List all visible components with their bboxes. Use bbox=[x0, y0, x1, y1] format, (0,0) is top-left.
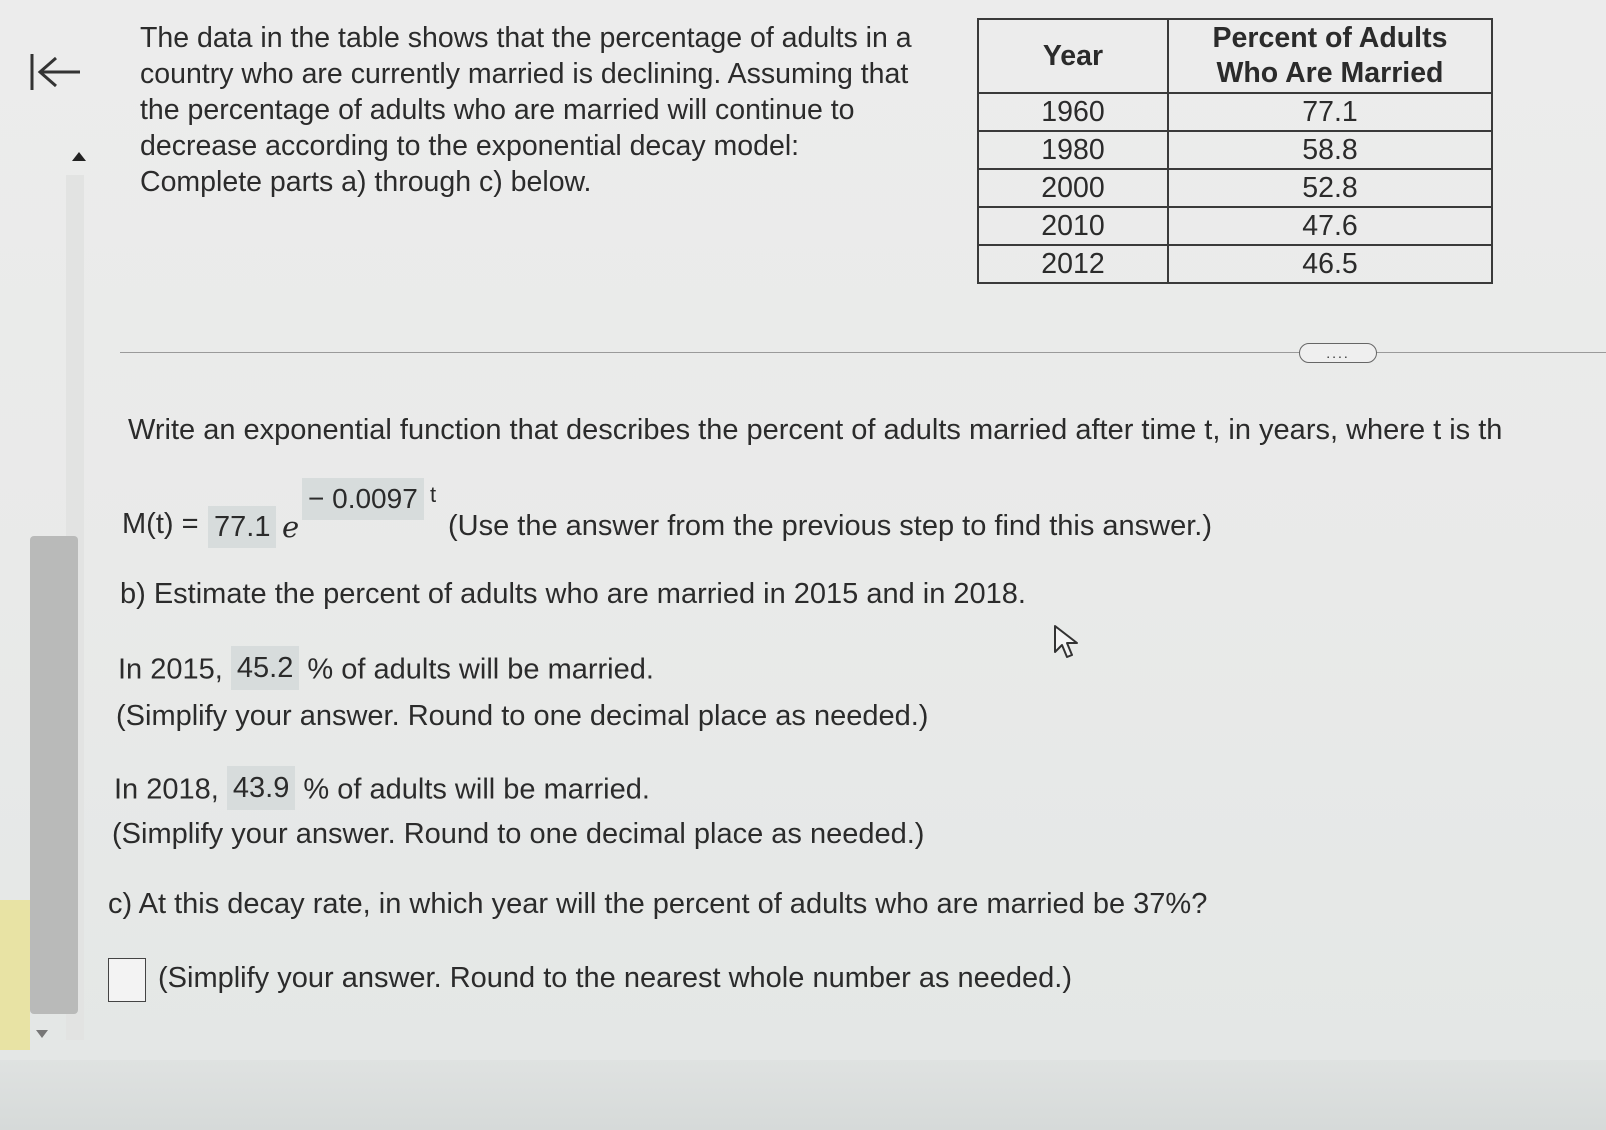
answer-2018-suffix: % of adults will be married. bbox=[303, 773, 650, 806]
base-e: e bbox=[282, 510, 300, 544]
cell-year: 1960 bbox=[978, 93, 1168, 131]
mouse-pointer-icon bbox=[1052, 624, 1082, 660]
table-row bbox=[978, 93, 1492, 131]
intro-line: decrease according to the exponential decay model: bbox=[140, 130, 800, 162]
exponent-answer-box[interactable]: − 0.0097 bbox=[302, 478, 424, 520]
answer-2015-hint: (Simplify your answer. Round to one decimal place as needed.) bbox=[116, 700, 929, 732]
bottom-bezel bbox=[0, 1060, 1606, 1130]
intro-line: country who are currently married is declining. Assuming that bbox=[140, 58, 909, 90]
back-to-start-icon[interactable] bbox=[28, 48, 84, 96]
cell-year: 2000 bbox=[978, 169, 1168, 207]
cell-percent: 52.8 bbox=[1168, 169, 1492, 207]
part-c-prompt: c) At this decay rate, in which year will the percent of adults who are married be 37%? bbox=[108, 888, 1208, 920]
year-answer-input[interactable] bbox=[108, 958, 146, 1002]
intro-text bbox=[140, 20, 970, 200]
intro-line: Complete parts a) through c) below. bbox=[140, 166, 592, 198]
answer-2015-suffix: % of adults will be married. bbox=[307, 653, 654, 686]
cell-year: 2010 bbox=[978, 207, 1168, 245]
cell-year: 1980 bbox=[978, 131, 1168, 169]
part-a-prompt: Write an exponential function that describes the percent of adults married after time t, in years, where t is th bbox=[128, 414, 1503, 446]
part-c-hint: (Simplify your answer. Round to the nearest whole number as needed.) bbox=[158, 962, 1072, 994]
table-row bbox=[978, 169, 1492, 207]
answer-2015-box[interactable]: 45.2 bbox=[231, 646, 299, 690]
function-label: M(t) = bbox=[122, 508, 199, 540]
table-header-row bbox=[978, 19, 1492, 93]
table-row bbox=[978, 245, 1492, 283]
answer-2015-line bbox=[118, 652, 654, 690]
table-row bbox=[978, 131, 1492, 169]
expand-more-button[interactable]: .... bbox=[1299, 343, 1377, 363]
side-tab bbox=[0, 900, 30, 1050]
cell-percent: 46.5 bbox=[1168, 245, 1492, 283]
cell-percent: 77.1 bbox=[1168, 93, 1492, 131]
coefficient-answer-box[interactable]: 77.1 bbox=[208, 506, 276, 548]
table-row bbox=[978, 207, 1492, 245]
scrollbar-thumb[interactable] bbox=[30, 536, 78, 1014]
header-year: Year bbox=[978, 19, 1168, 93]
answer-2018-hint: (Simplify your answer. Round to one decimal place as needed.) bbox=[112, 818, 925, 850]
cell-percent: 58.8 bbox=[1168, 131, 1492, 169]
intro-line: The data in the table shows that the percentage of adults in a bbox=[140, 22, 912, 54]
cell-year: 2012 bbox=[978, 245, 1168, 283]
scroll-up-arrow[interactable] bbox=[72, 152, 86, 161]
function-note: (Use the answer from the previous step to find this answer.) bbox=[448, 510, 1213, 542]
section-divider bbox=[120, 352, 1606, 353]
answer-2018-prefix: In 2018, bbox=[114, 773, 219, 806]
part-b-prompt: b) Estimate the percent of adults who are married in 2015 and in 2018. bbox=[120, 578, 1026, 610]
answer-2018-box[interactable]: 43.9 bbox=[227, 766, 295, 810]
header-percent: Percent of Adults Who Are Married bbox=[1168, 19, 1492, 93]
data-table bbox=[977, 18, 1493, 284]
answer-2015-prefix: In 2015, bbox=[118, 653, 223, 686]
intro-line: the percentage of adults who are married will continue to bbox=[140, 94, 855, 126]
exponent-variable: t bbox=[430, 482, 437, 507]
answer-2018-line bbox=[114, 772, 650, 810]
function-answer-line bbox=[122, 478, 1322, 552]
cell-percent: 47.6 bbox=[1168, 207, 1492, 245]
scroll-down-arrow[interactable] bbox=[36, 1030, 48, 1038]
